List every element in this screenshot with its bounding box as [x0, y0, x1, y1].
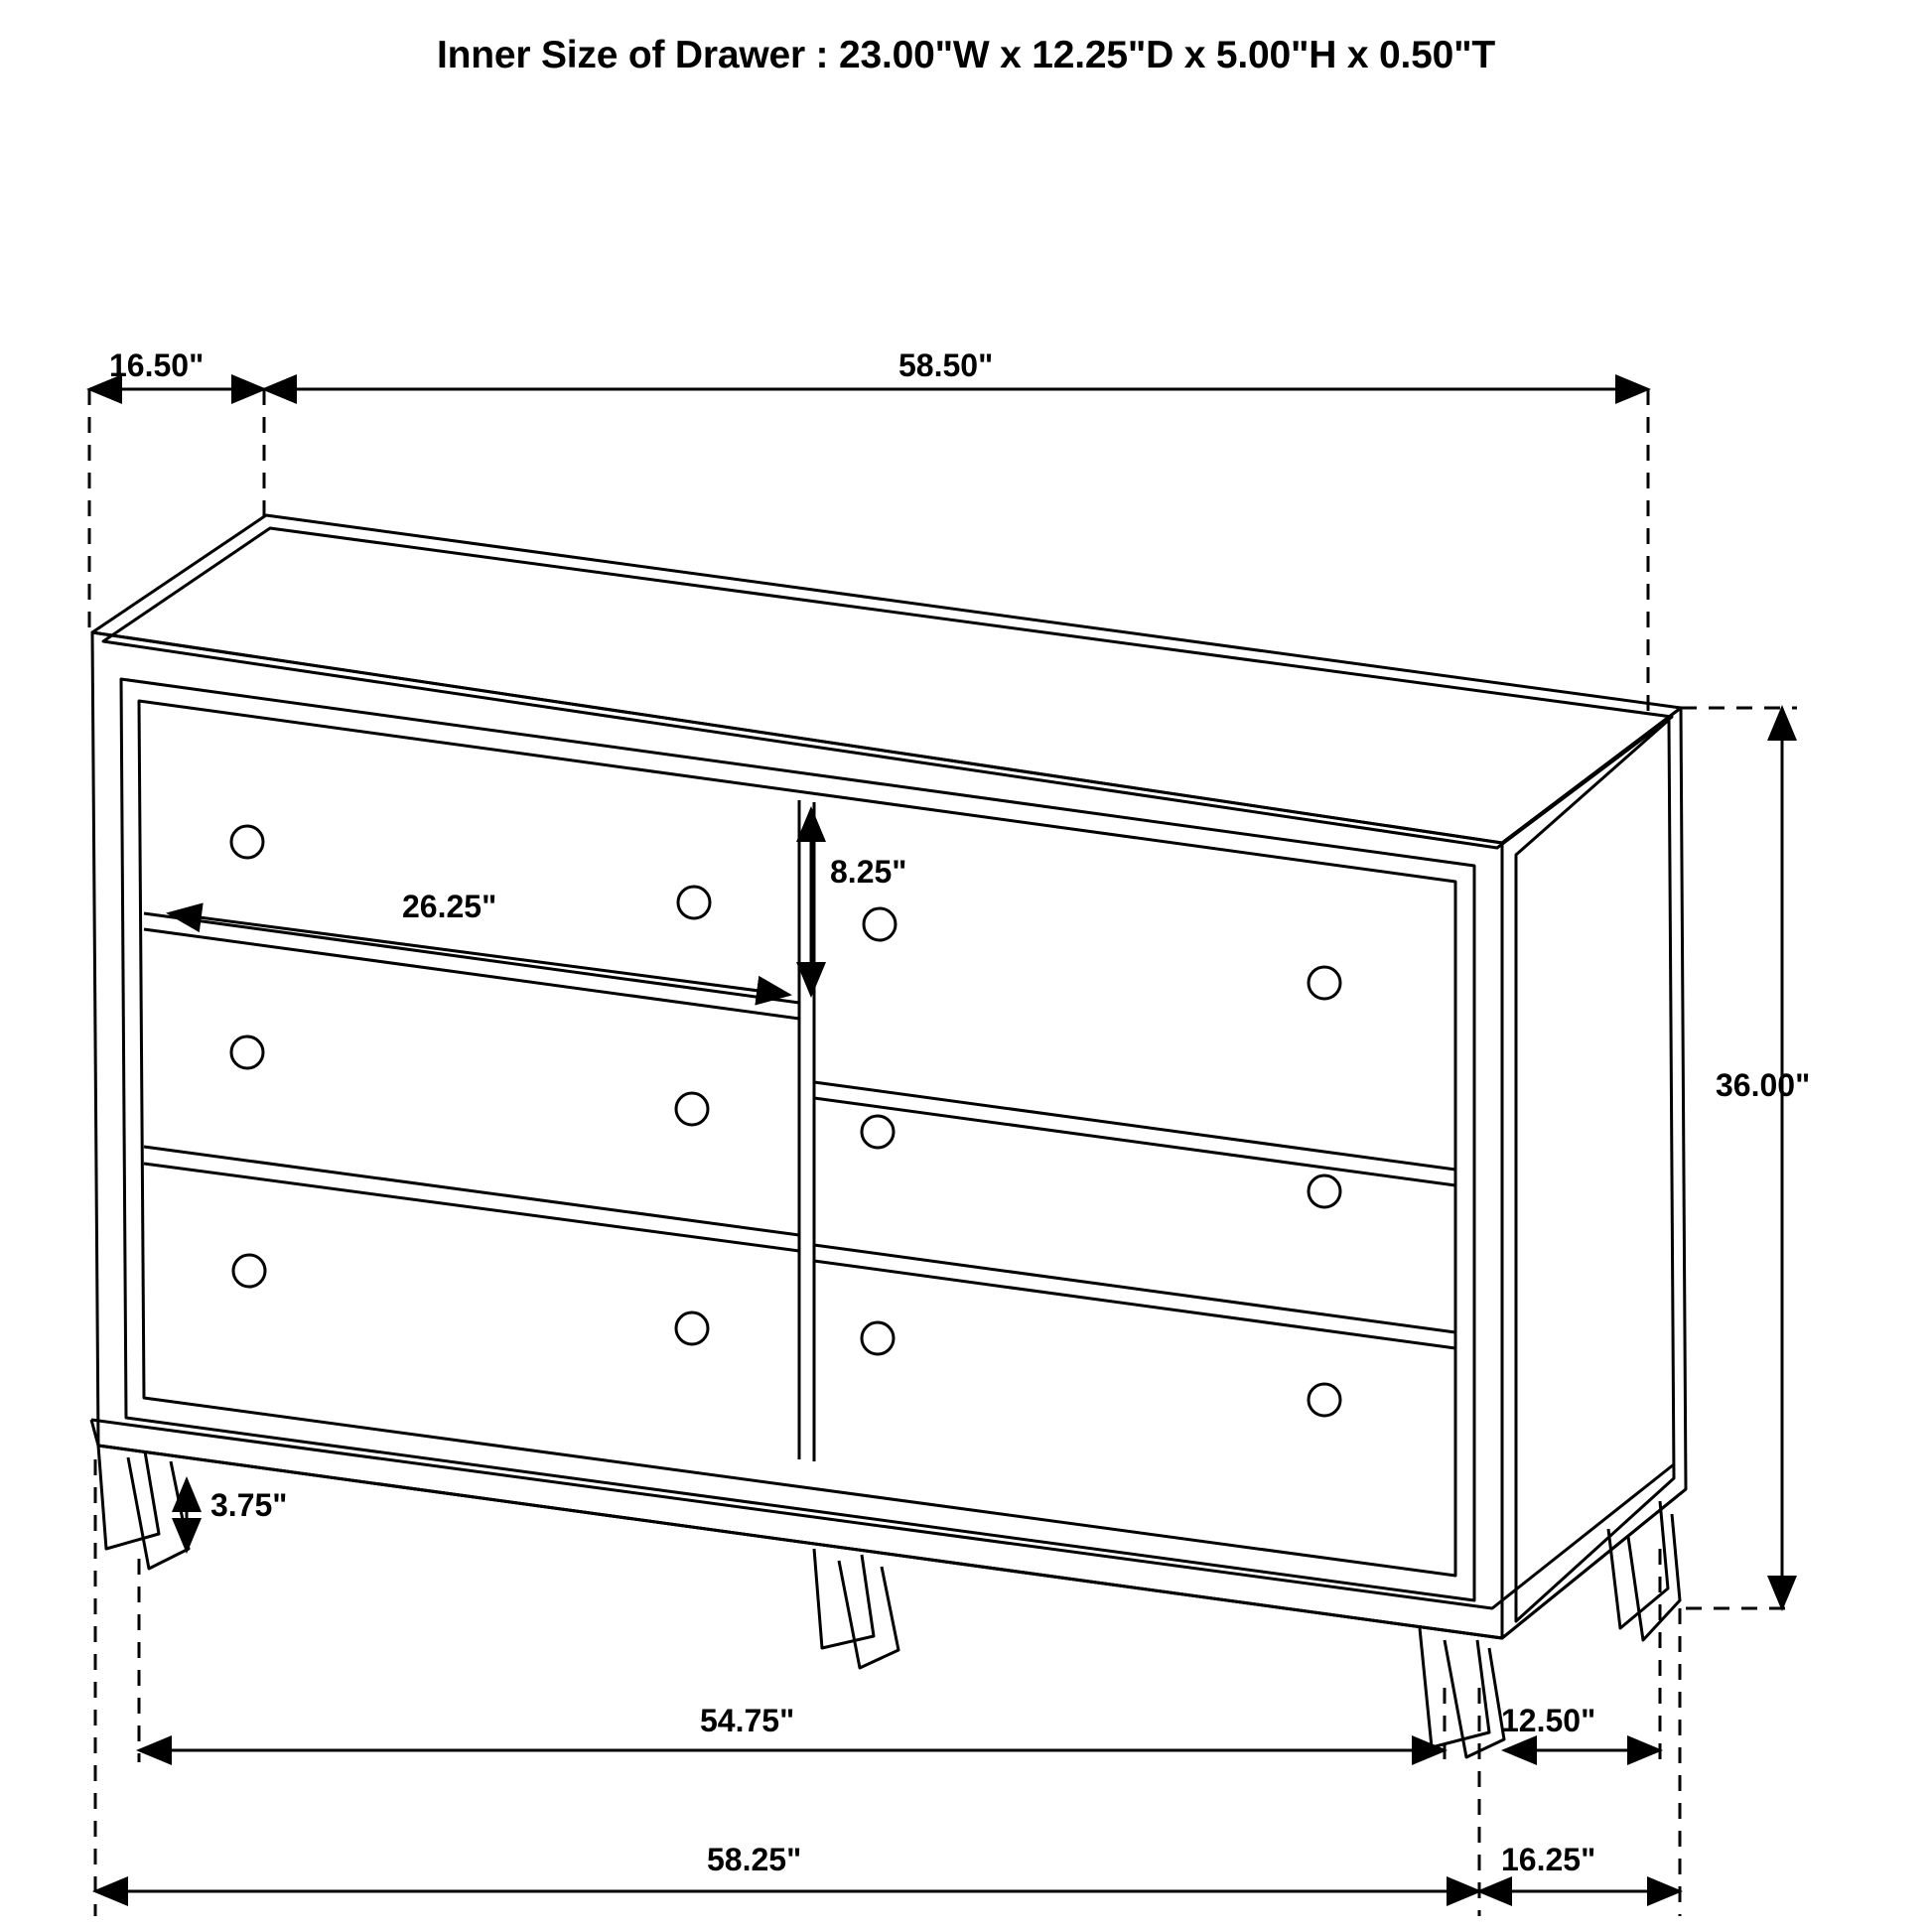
dim-top-width: 58.50": [898, 347, 994, 383]
dim-overall-height: 36.00": [1716, 1067, 1811, 1103]
dresser-body: [91, 515, 1686, 1757]
drawer-knobs: [231, 826, 1340, 1416]
dim-case-depth: 12.50": [1501, 1703, 1596, 1738]
dim-overall-depth: 16.25": [1501, 1842, 1596, 1877]
dim-drawer-width: 26.25": [402, 889, 497, 924]
page-title: Inner Size of Drawer : 23.00"W x 12.25"D x 5.00"H x 0.50"T: [436, 34, 1495, 76]
dim-case-width: 54.75": [700, 1703, 795, 1738]
dim-drawer-height: 8.25": [830, 854, 907, 890]
dim-top-depth: 16.50": [109, 347, 205, 383]
dim-leg-height: 3.75": [210, 1487, 288, 1523]
dim-overall-width: 58.25": [707, 1842, 802, 1877]
